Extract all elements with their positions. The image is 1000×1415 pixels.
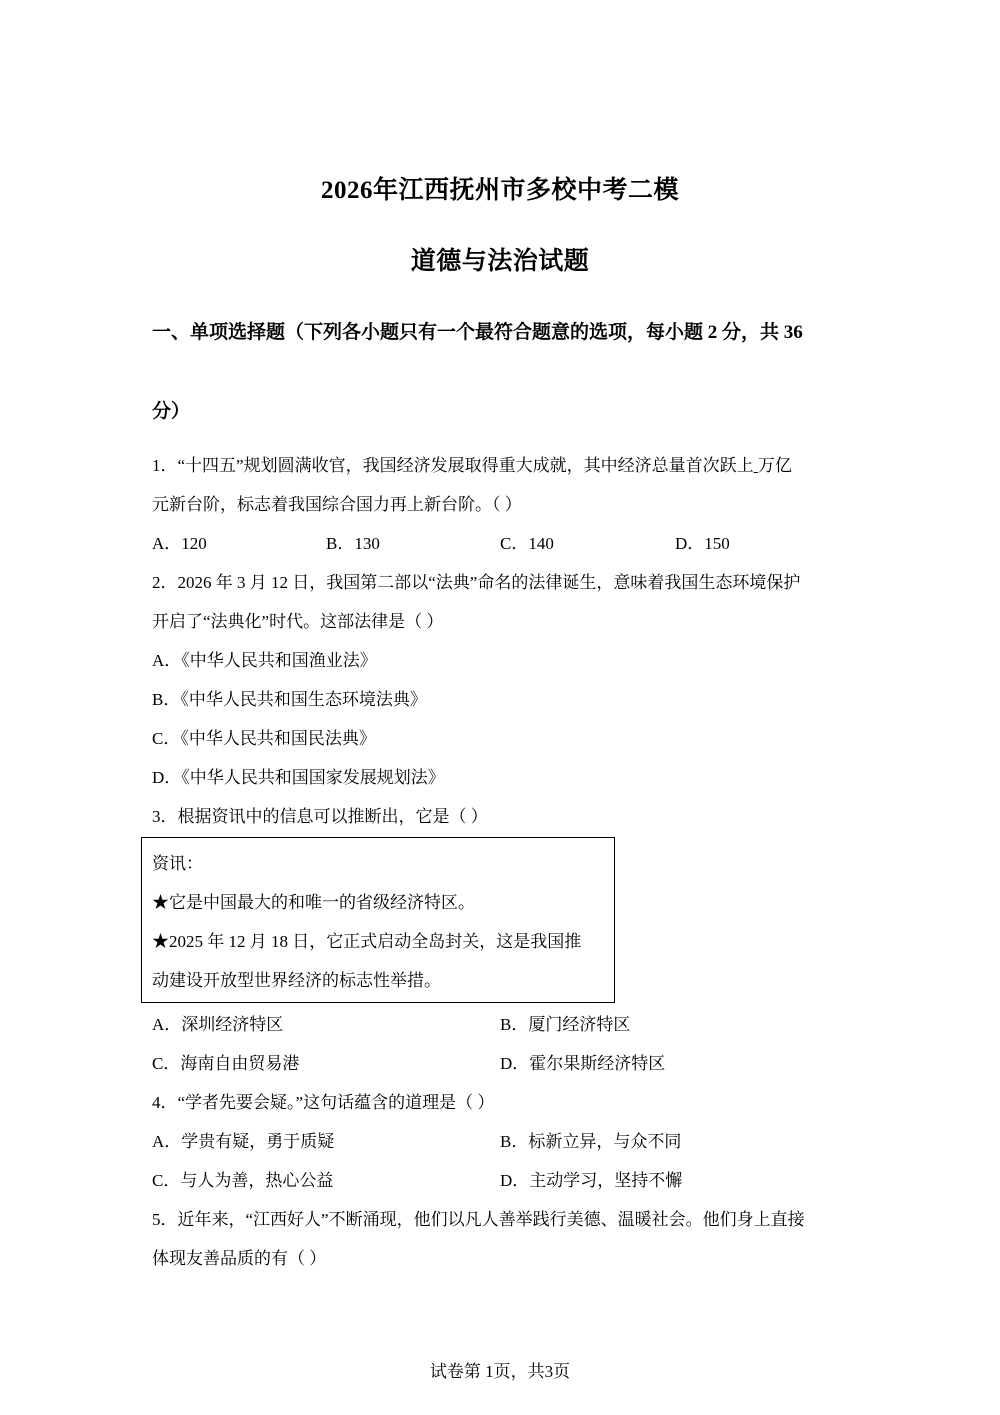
question-4-stem: 4．“学者先要会疑。”这句话蕴含的道理是（ ） [152,1093,495,1112]
info-box-line2: ★2025 年 12 月 18 日，它正式启动全岛封关，这是我国推 [152,932,582,951]
question-3-option-c: C．海南自由贸易港 [152,1054,300,1073]
question-1-text-post: 万亿 [757,456,792,475]
page-footer: 试卷第 1页，共3页 [429,1362,571,1381]
question-1-option-b: B．130 [326,534,380,553]
question-3-option-d: D．霍尔果斯经济特区 [500,1054,666,1073]
question-4-option-b: B．标新立异，与众不同 [500,1132,682,1151]
question-2-line1: 2．2026 年 3 月 12 日，我国第二部以“法典”命名的法律诞生，意味着我国生态环境保护 [152,573,801,592]
section-heading-line1: 一、单项选择题（下列各小题只有一个最符合题意的选项，每小题 2 分，共 36 [152,322,803,343]
question-5-line1: 5．近年来，“江西好人”不断涌现，他们以凡人善举践行美德、温暖社会。他们身上直接 [152,1210,805,1229]
question-4-option-d: D．主动学习，坚持不懈 [500,1171,683,1190]
info-box-heading: 资讯： [152,854,203,873]
question-2-option-b: B．《中华人民共和国生态环境法典》 [152,690,427,709]
question-1-line1 [152,451,792,476]
exam-title: 2026年江西抚州市多校中考二模 [320,177,679,204]
question-4-option-a: A．学贵有疑，勇于质疑 [152,1132,335,1151]
question-3-option-b: B．厦门经济特区 [500,1015,631,1034]
question-5-line2: 体现友善品质的有（ ） [152,1249,327,1268]
question-2-option-a: A．《中华人民共和国渔业法》 [152,651,377,670]
info-box-line3: 动建设开放型世界经济的标志性举措。 [152,971,441,990]
question-3-stem: 3．根据资讯中的信息可以推断出，它是（ ） [152,807,488,826]
question-1-option-d: D．150 [675,534,730,553]
info-box-line1: ★它是中国最大的和唯一的省级经济特区。 [152,893,475,912]
info-box [141,837,615,1003]
question-3-option-a: A．深圳经济特区 [152,1015,284,1034]
question-1-text-pre: 1．“十四五”规划圆满收官，我国经济发展取得重大成就，其中经济总量首次跃上 [152,456,754,475]
question-2-line2: 开启了“法典化”时代。这部法律是（ ） [152,612,444,631]
question-1-option-c: C．140 [500,534,554,553]
question-2-option-d: D．《中华人民共和国国家发展规划法》 [152,768,445,787]
question-1-option-a: A．120 [152,534,207,553]
question-4-option-c: C．与人为善，热心公益 [152,1171,334,1190]
question-1-line2: 元新台阶，标志着我国综合国力再上新台阶。（ ） [152,495,522,514]
question-2-option-c: C．《中华人民共和国民法典》 [152,729,376,748]
section-heading-line2: 分） [152,401,191,422]
exam-subtitle: 道德与法治试题 [410,248,590,275]
